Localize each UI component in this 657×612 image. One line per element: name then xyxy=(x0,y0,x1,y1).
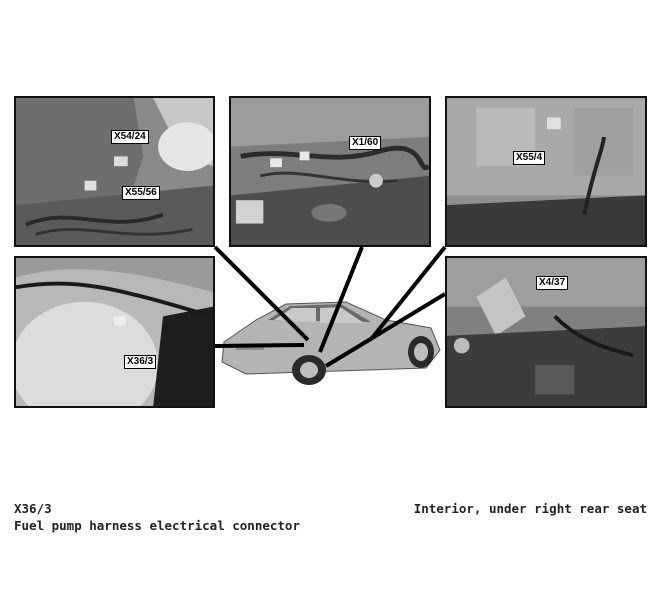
caption-component-description: Fuel pump harness electrical connector xyxy=(14,518,300,533)
callout-x1-60: X1/60 xyxy=(349,136,381,150)
photo-x36-3-connector xyxy=(14,256,215,408)
photo-x54-image xyxy=(16,98,213,245)
caption-component-id: X36/3 xyxy=(14,501,52,516)
callout-x55-4: X55/4 xyxy=(513,151,545,165)
photo-x55-4-image xyxy=(447,98,645,245)
callout-x54-24: X54/24 xyxy=(111,130,149,144)
photo-x1-image xyxy=(231,98,429,245)
photo-x36-image xyxy=(16,258,213,406)
callout-x55-56: X55/56 xyxy=(122,186,160,200)
photo-x54-x55-connectors xyxy=(14,96,215,247)
photo-x1-60-connector xyxy=(229,96,431,247)
photo-x55-4-connector xyxy=(445,96,647,247)
callout-x4-37: X4/37 xyxy=(536,276,568,290)
callout-x36-3: X36/3 xyxy=(124,355,156,369)
caption-location: Interior, under right rear seat xyxy=(413,501,647,516)
car-illustration xyxy=(216,290,444,400)
